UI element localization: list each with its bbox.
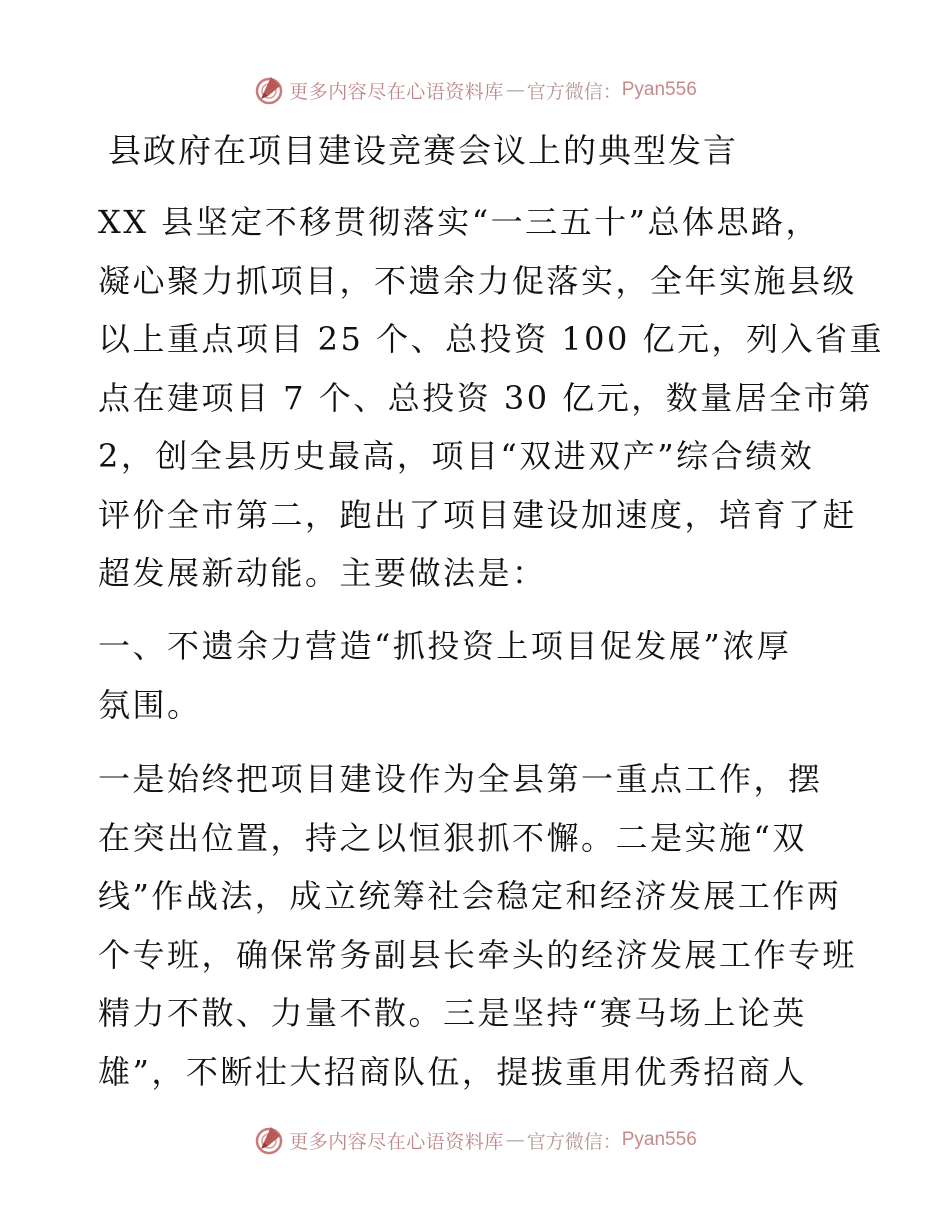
- text-line: 以上重点项目 25 个、总投资 100 亿元，列入省重: [98, 320, 884, 358]
- banner-wechat-id: Pyan556: [621, 1129, 697, 1150]
- text-line: 超发展新动能。主要做法是：: [98, 554, 547, 592]
- text-line: 氛围。: [98, 685, 202, 724]
- text-line: 在突出位置，持之以恒狠抓不懈。二是实施“双: [98, 818, 807, 857]
- banner-wechat-id: Pyan556: [621, 79, 697, 100]
- banner-dash: —: [505, 79, 525, 101]
- banner-wechat-label: 官方微信：: [526, 1130, 622, 1153]
- text-line: 点在建项目 7 个、总投资 30 亿元，数量居全市第: [98, 378, 873, 417]
- text-line: XX 县坚定不移贯彻落实“一三五十”总体思路，: [98, 203, 820, 241]
- paragraph-2-heading: [98, 617, 858, 734]
- text-line: 个专班，确保常务副县长牵头的经济发展工作专班: [98, 935, 858, 974]
- text-line: 评价全市第二，跑出了项目建设加速度，培育了赶: [98, 495, 858, 534]
- text-line: 线”作战法，成立统筹社会稳定和经济发展工作两: [98, 877, 842, 915]
- text-line: 一、不遗余力营造“抓投资上项目促发展”浓厚: [98, 627, 792, 665]
- header-banner: [0, 70, 950, 110]
- paragraph-3: [98, 750, 858, 1101]
- paragraph-1: [98, 193, 884, 603]
- text-line: 一是始终把项目建设作为全县第一重点工作，摆: [98, 760, 823, 798]
- document-title: 县政府在项目建设竞赛会议上的典型发言: [108, 131, 738, 170]
- footer-banner: [0, 1120, 950, 1160]
- banner-brand-text: 更多内容尽在心语资料库: [289, 80, 504, 103]
- banner-wechat-label: 官方微信：: [526, 80, 622, 103]
- seal-pen-logo-icon: [253, 74, 285, 106]
- seal-pen-logo-icon: [253, 1124, 285, 1156]
- text-line: 雄”，不断壮大招商队伍，提拔重用优秀招商人: [98, 1052, 807, 1091]
- banner-brand-text: 更多内容尽在心语资料库: [289, 1130, 504, 1153]
- text-line: 精力不散、力量不散。三是坚持“赛马场上论英: [98, 994, 807, 1032]
- text-line: 凝心聚力抓项目，不遗余力促落实，全年实施县级: [98, 261, 858, 300]
- banner-dash: —: [505, 1129, 525, 1151]
- text-line: 2，创全县历史最高，项目“双进双产”综合绩效: [98, 437, 815, 475]
